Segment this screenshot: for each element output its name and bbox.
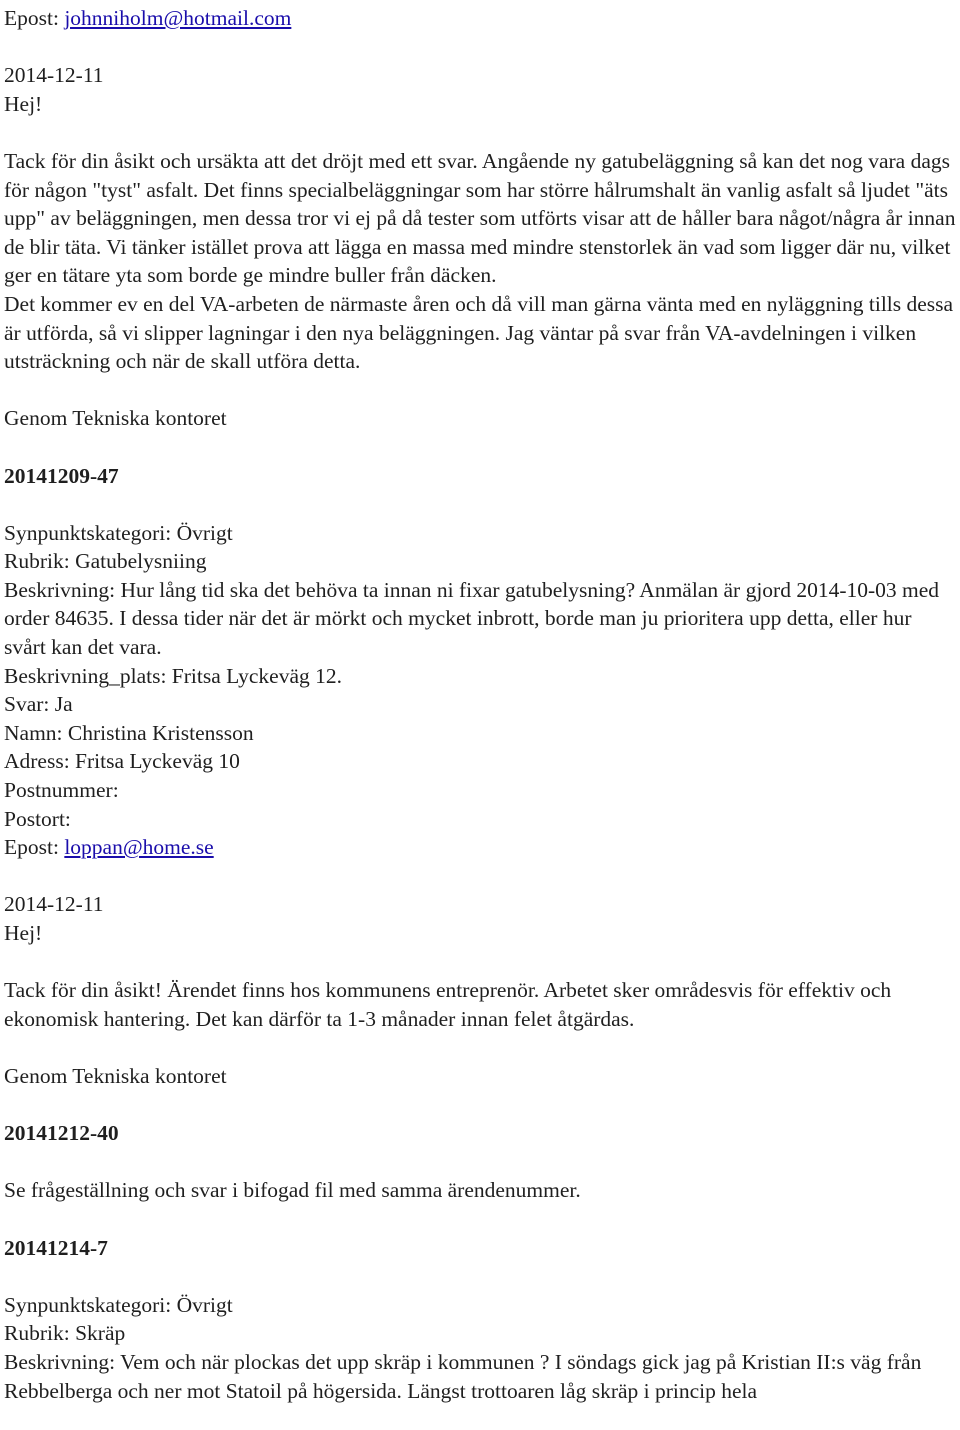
document-page (4, 4, 958, 1405)
case-note: Se frågeställning och svar i bifogad fil med samma ärendenummer. (4, 1178, 581, 1203)
postal-town: Postort: (4, 806, 71, 831)
epost-link[interactable]: loppan@home.se (64, 835, 214, 860)
reply-greeting: Hej! (4, 91, 43, 116)
address: Adress: Fritsa Lyckeväg 10 (4, 749, 240, 774)
category: Synpunktskategori: Övrigt (4, 1292, 233, 1317)
case-id: 20141212-40 (4, 1121, 119, 1146)
reply-text: Tack för din åsikt! Ärendet finns hos kommunens entreprenör. Arbetet sker områdesvis för effektiv och ekonomisk hantering. Det kan därför ta 1-3 månader innan felet åtgärdas. (4, 978, 892, 1031)
reply-signature: Genom Tekniska kontoret (4, 1063, 227, 1088)
epost-label: Epost: (4, 835, 65, 860)
epost-line (4, 833, 958, 862)
reply-signature: Genom Tekniska kontoret (4, 406, 227, 431)
case-id: 20141214-7 (4, 1235, 108, 1260)
subject: Rubrik: Gatubelysniing (4, 549, 207, 574)
reply-date: 2014-12-11 (4, 892, 104, 917)
reply-greeting: Hej! (4, 921, 43, 945)
epost-link[interactable]: johnniholm@hotmail.com (64, 6, 292, 30)
reply-text: Tack för din åsikt och ursäkta att det dröjt med ett svar. Angående ny gatubeläggning så kan det nog vara dags för någon "tyst" asfalt. Det finns specialbeläggningar som har större hålrumshalt än vanlig asfalt så ljudet "äts upp" av beläggningen, men dessa tror vi ej på då tester som utförts visar att de håller bara något/några år innan de blir täta. Vi tänker istället prova att lägga en massa med mindre stenstorlek än vad som ligger där nu, vilket ger en tätare yta som borde ge mindre buller från däcken. (4, 148, 956, 288)
answer-flag: Svar: Ja (4, 692, 73, 717)
reply-date: 2014-12-11 (4, 63, 104, 88)
description: Beskrivning: Vem och när plockas det upp skräp i kommunen ? I söndags gick jag på Kristian II:s väg från Rebbelberga och ner mot Statoil på högersida. Längst trottoaren låg skräp i princip hela (4, 1349, 922, 1403)
epost-line (4, 4, 958, 33)
category: Synpunktskategori: Övrigt (4, 520, 233, 545)
subject: Rubrik: Skräp (4, 1321, 126, 1346)
postal-code: Postnummer: (4, 778, 119, 803)
description-location: Beskrivning_plats: Fritsa Lyckeväg 12. (4, 663, 342, 688)
epost-label: Epost: (4, 6, 65, 30)
name: Namn: Christina Kristensson (4, 720, 254, 745)
case-id: 20141209-47 (4, 463, 119, 488)
description: Beskrivning: Hur lång tid ska det behöva ta innan ni fixar gatubelysning? Anmälan är gjord 2014-10-03 med order 84635. I dessa tider när det är mörkt och mycket inbrott, borde man ju prioritera upp detta, eller hur svårt kan det vara. (4, 577, 940, 660)
reply-text-2: Det kommer ev en del VA-arbeten de närmaste åren och då vill man gärna vänta med en nyläggning tills dessa är utförda, så vi slipper lagningar i den nya beläggningen. Jag väntar på svar från VA-avdelningen i vilken utsträckning och när de skall utföra detta. (4, 291, 954, 374)
